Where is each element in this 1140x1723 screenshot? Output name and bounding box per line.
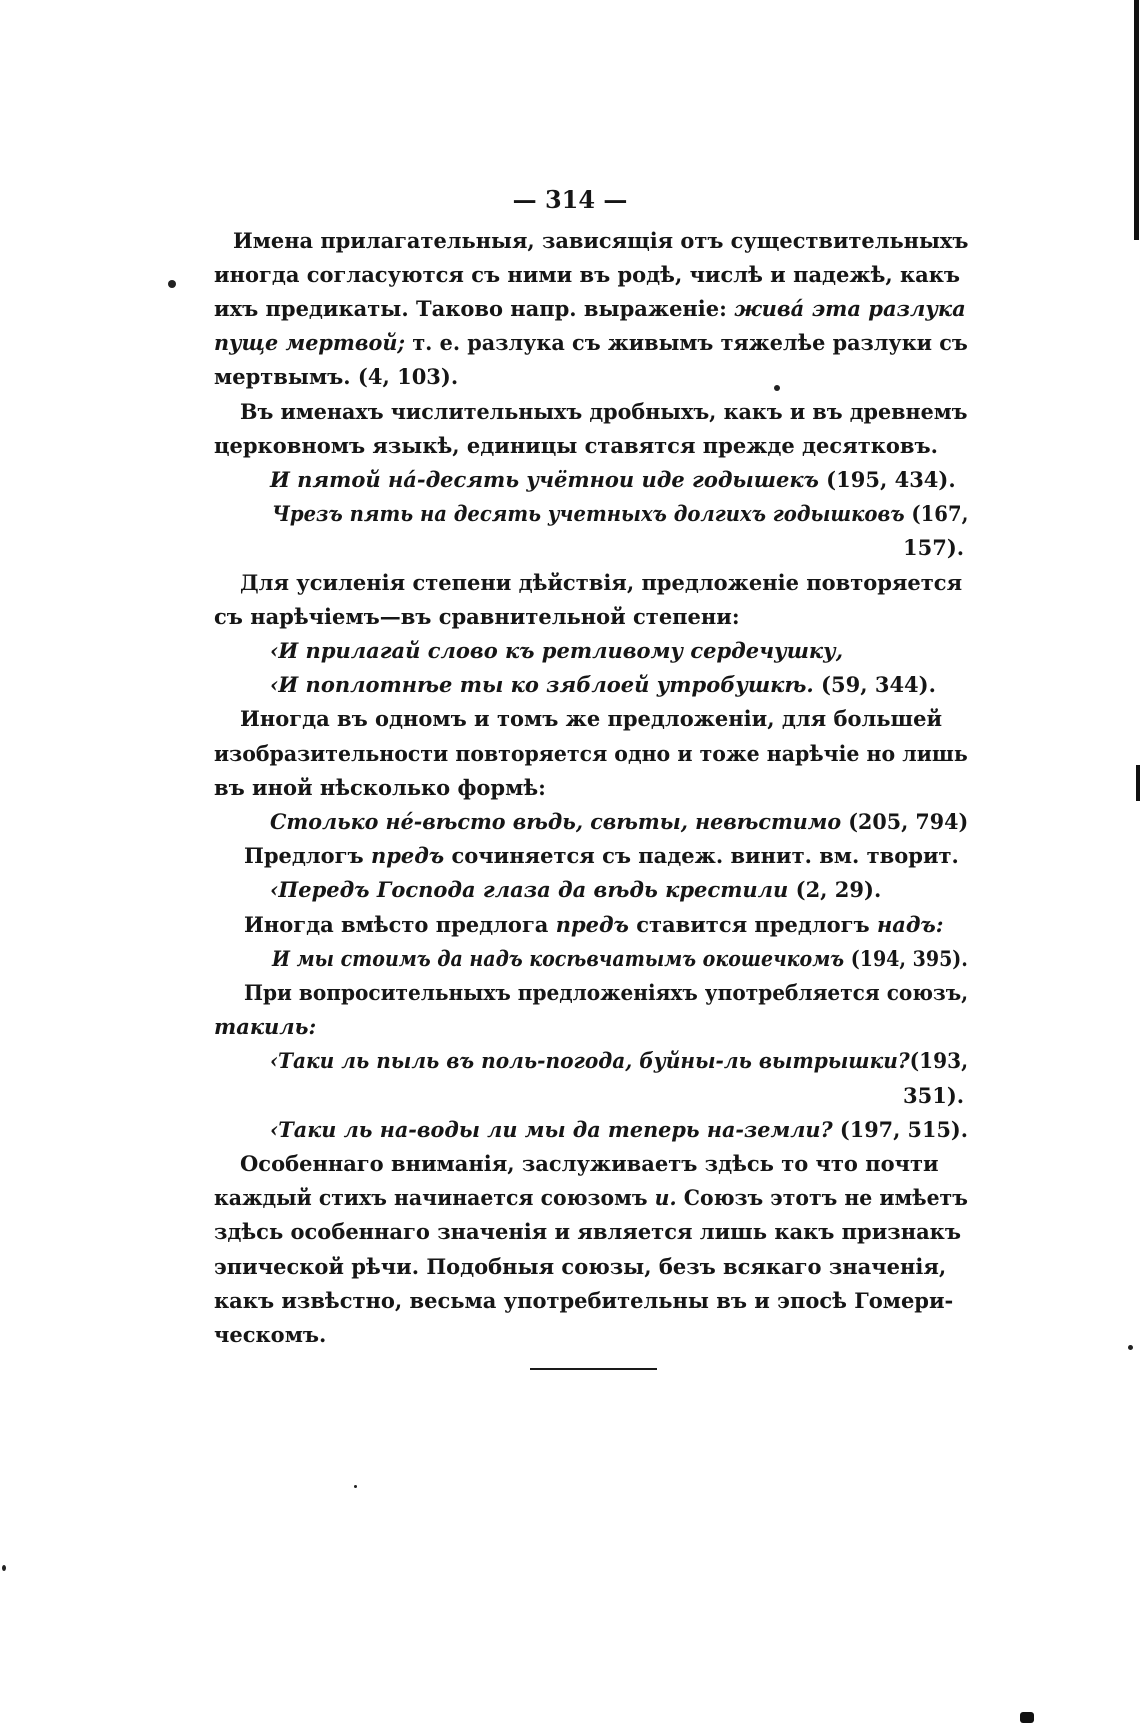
text-line: Иногда вмѣсто предлога предъ ставится предлогъ надъ:	[244, 912, 944, 937]
ink-speck	[354, 1485, 357, 1488]
scan-edge-bar	[1136, 765, 1140, 801]
ink-speck	[168, 280, 176, 288]
text-line: И мы стоимъ да надъ косѣвчатымъ окошечкомъ (194, 395).	[272, 946, 968, 971]
text-line: ‹И поплотнѣе ты ко зяблоей утробушкѣ. (59, 344).	[270, 672, 936, 697]
scan-corner-blot	[1020, 1712, 1034, 1723]
text-line: ‹Таки ль на-воды ли мы да теперь на-земли? (197, 515).	[270, 1117, 968, 1142]
text-line: мертвымъ. (4, 103).	[214, 364, 459, 389]
text-line: церковномъ языкѣ, единицы ставятся прежде десятковъ.	[214, 433, 938, 458]
text-line: ‹Передъ Господа глаза да вѣдь крестили (2, 29).	[270, 877, 882, 902]
closing-rule	[530, 1368, 657, 1370]
page-number: — 314 —	[512, 185, 628, 214]
text-line: иногда согласуются съ ними въ родѣ, числѣ и падежѣ, какъ	[214, 262, 961, 287]
text-line: Имена прилагательныя, зависящія отъ существительныхъ	[233, 228, 969, 253]
text-line: изобразительности повторяется одно и тоже нарѣчіе но лишь	[214, 741, 968, 766]
text-line: Иногда въ одномъ и томъ же предложеніи, для большей	[240, 706, 943, 731]
text-line: здѣсь особеннаго значенія и является лишь какъ признакъ	[214, 1219, 961, 1244]
text-line: Столько нé-вѣсто вѣдь, свѣты, невѣстимо (205, 794)	[270, 809, 969, 834]
text-line: такиль:	[214, 1014, 317, 1039]
text-line: ‹Таки ль пыль въ поль-погода, буйны-ль вытрышки?(193,	[270, 1048, 969, 1073]
text-line: Для усиленія степени дѣйствія, предложеніе повторяется	[240, 570, 963, 595]
text-line: съ нарѣчіемъ—въ сравнительной степени:	[214, 604, 740, 629]
scan-edge-bar	[1134, 0, 1139, 240]
text-line: ‹И прилагай слово къ ретливому сердечушку,	[270, 638, 844, 663]
text-line: ихъ предикаты. Таково напр. выраженіе: живá эта разлука	[214, 296, 966, 321]
text-line: пуще мертвой; т. е. разлука съ живымъ тяжелѣе разлуки съ	[214, 330, 968, 355]
text-line: Въ именахъ числительныхъ дробныхъ, какъ и въ древнемъ	[240, 399, 968, 424]
text-line: каждый стихъ начинается союзомъ и. Союзъ этотъ не имѣетъ	[214, 1185, 968, 1210]
ink-speck	[2, 1565, 6, 1571]
text-line: 157).	[903, 535, 965, 560]
text-line: ческомъ.	[214, 1322, 327, 1347]
text-line: Предлогъ предъ сочиняется съ падеж. винит. вм. творит.	[244, 843, 959, 868]
text-line: въ иной нѣсколько формѣ:	[214, 775, 546, 800]
text-line: эпической рѣчи. Подобныя союзы, безъ всякаго значенія,	[214, 1254, 947, 1279]
text-line: Особеннаго вниманія, заслуживаетъ здѣсь то что почти	[240, 1151, 939, 1176]
text-line: 351).	[903, 1083, 965, 1108]
text-line: И пятой нá-десять учётнои иде годышекъ (195, 434).	[270, 467, 956, 492]
text-line: При вопросительныхъ предложеніяхъ употребляется союзъ,	[244, 980, 969, 1005]
text-line: Чрезъ пять на десять учетныхъ долгихъ годышковъ (167,	[272, 501, 969, 526]
text-line: какъ извѣстно, весьма употребительны въ и эпосѣ Гомери-	[214, 1288, 954, 1313]
ink-speck	[1128, 1345, 1133, 1350]
ink-speck	[774, 385, 780, 391]
